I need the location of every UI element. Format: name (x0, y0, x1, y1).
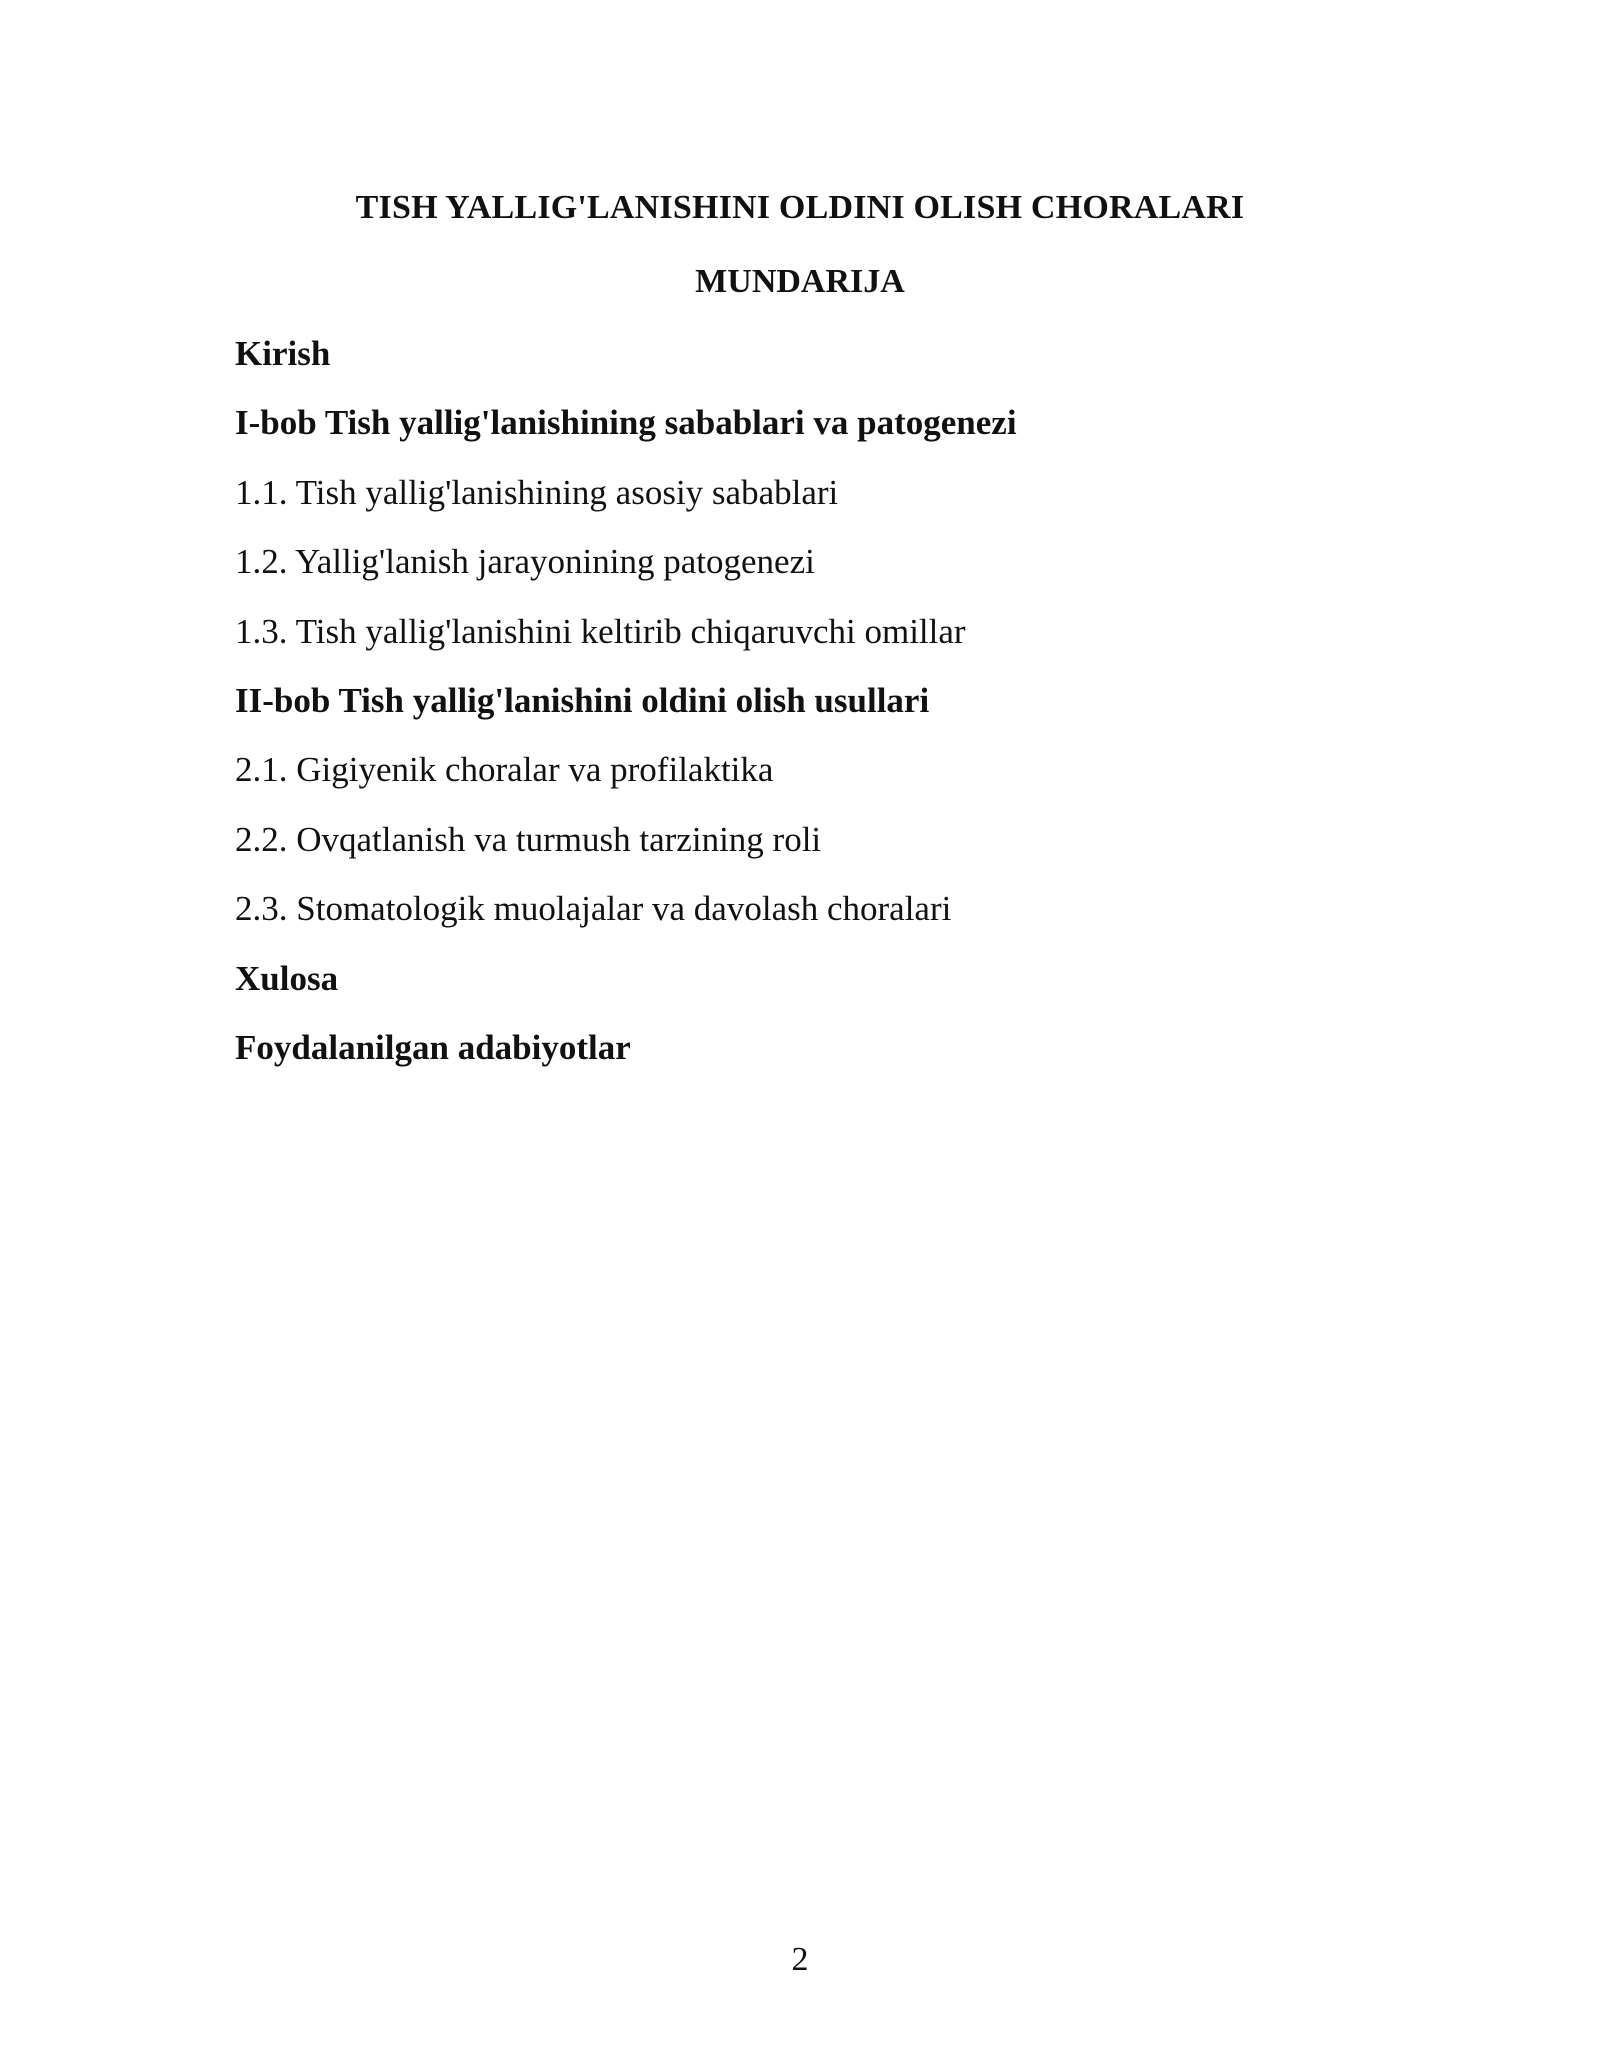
toc-entry-section-1-1: 1.1. Tish yallig'lanishining asosiy sabablari (235, 472, 839, 512)
toc-entry-section-2-3: 2.3. Stomatologik muolajalar va davolash choralari (235, 889, 952, 929)
toc-entry-introduction: Kirish (235, 334, 331, 373)
table-of-contents (235, 333, 1435, 1096)
page-number: 2 (791, 1941, 809, 1978)
toc-entry-chapter-1: I-bob Tish yallig'lanishining sabablari va patogenezi (235, 403, 1017, 443)
toc-heading: MUNDARIJA (695, 263, 905, 300)
document-title: TISH YALLIG'LANISHINI OLDINI OLISH CHORALARI (355, 189, 1245, 226)
toc-entry-section-1-2: 1.2. Yallig'lanish jarayonining patogenezi (235, 542, 815, 582)
toc-entry-section-2-2: 2.2. Ovqatlanish va turmush tarzining roli (235, 819, 822, 859)
toc-entry-section-2-1: 2.1. Gigiyenik choralar va profilaktika (235, 750, 774, 790)
toc-entry-chapter-2: II-bob Tish yallig'lanishini oldini olish usullari (235, 680, 930, 720)
toc-entry-section-1-3: 1.3. Tish yallig'lanishini keltirib chiqaruvchi omillar (235, 611, 966, 651)
toc-entry-references: Foydalanilgan adabiyotlar (235, 1027, 631, 1067)
toc-entry-conclusion: Xulosa (235, 958, 339, 998)
